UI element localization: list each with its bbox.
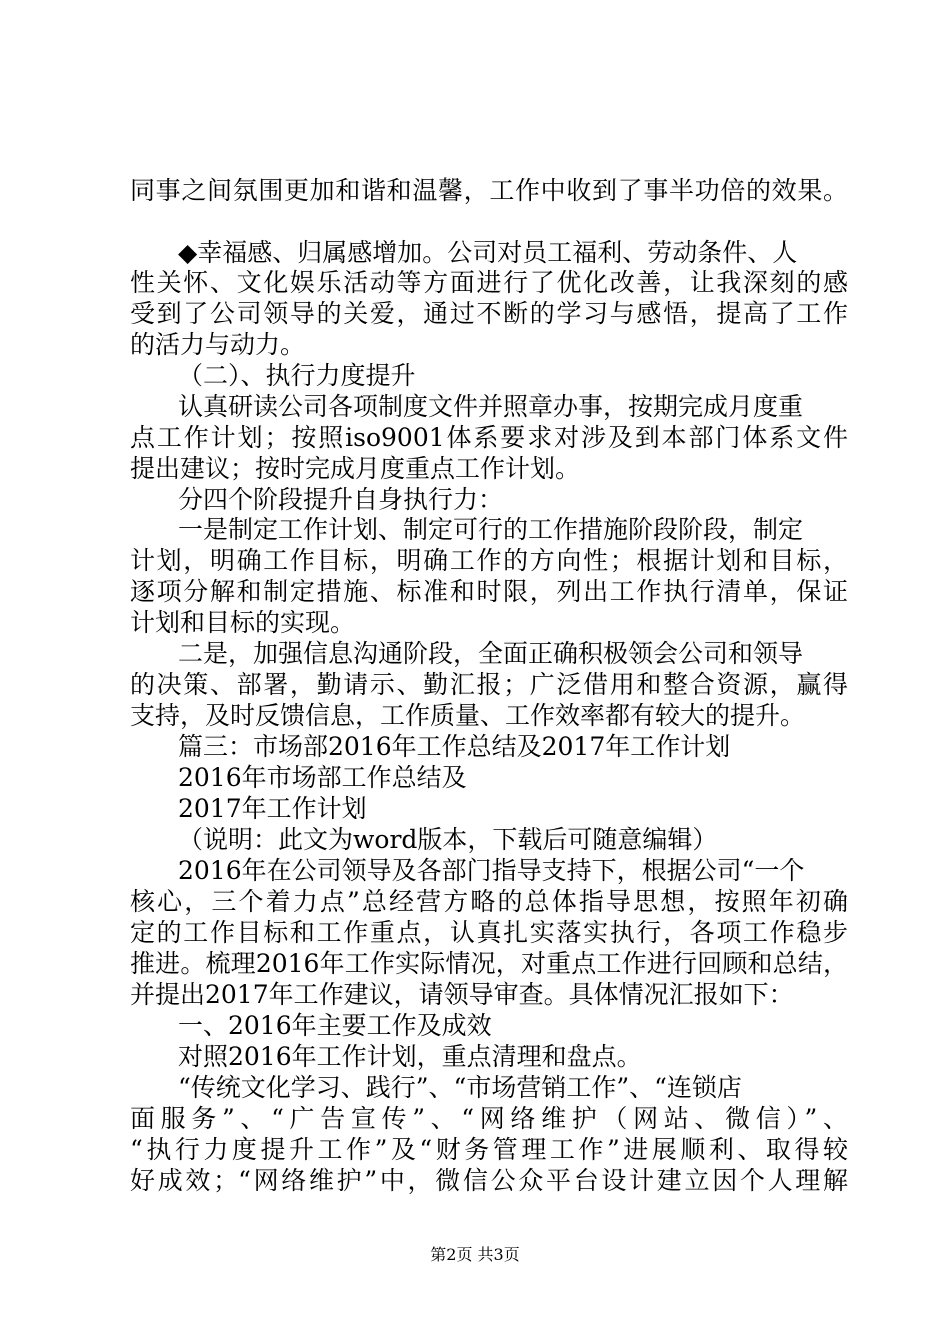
text-line: 2016年在公司领导及各部门指导支持下，根据公司“一个 — [178, 856, 805, 885]
page-footer: 第2页 共3页 — [430, 1245, 520, 1264]
chapter-title: 篇三：市场部2016年工作总结及2017年工作计划 — [178, 732, 731, 761]
text-line: 二是，加强信息沟通阶段，全面正确积极领会公司和领导 — [178, 639, 804, 668]
text-line: “传统文化学习、践行”、“市场营销工作”、“连锁店 — [178, 1073, 742, 1102]
text-line: 逐项分解和制定措施、标准和时限，列出工作执行清单，保证 — [130, 577, 848, 606]
text-line: 核心，三个着力点”总经营方略的总体指导思想，按照年初确 — [130, 887, 848, 916]
text-line: 提出建议；按时完成月度重点工作计划。 — [130, 454, 581, 483]
text-line: 计划和目标的实现。 — [130, 608, 356, 637]
text-line: 的决策、部署，勤请示、勤汇报；广泛借用和整合资源，赢得 — [130, 670, 848, 699]
text-line: 并提出2017年工作建议，请领导审查。具体情况汇报如下： — [130, 980, 794, 1009]
text-line: 点工作计划；按照iso9001体系要求对涉及到本部门体系文件 — [130, 423, 848, 452]
section-heading: （二）、执行力度提升 — [178, 361, 416, 390]
text-line: 好成效；“网络维护”中，微信公众平台设计建立因个人理解 — [130, 1166, 848, 1195]
text-line: 计划，明确工作目标，明确工作的方向性；根据计划和目标， — [130, 546, 848, 575]
text-line: 定的工作目标和工作重点，认真扎实落实执行，各项工作稳步 — [130, 918, 848, 947]
text-line: 性关怀、文化娱乐活动等方面进行了优化改善，让我深刻的感 — [130, 268, 848, 297]
section-heading: 一、2016年主要工作及成效 — [178, 1011, 492, 1040]
text-line: （说明：此文为word版本，下载后可随意编辑） — [178, 825, 718, 854]
doc-title: 2017年工作计划 — [178, 794, 367, 823]
text-line: 一是制定工作计划、制定可行的工作措施阶段阶段，制定 — [178, 515, 804, 544]
text-line: ◆幸福感、归属感增加。公司对员工福利、劳动条件、人 — [178, 238, 798, 267]
text-line: 对照2016年工作计划，重点清理和盘点。 — [178, 1042, 642, 1071]
doc-title: 2016年市场部工作总结及 — [178, 763, 467, 792]
text-line: “执行力度提升工作”及“财务管理工作”进展顺利、取得较 — [130, 1135, 848, 1164]
text-line: 支持，及时反馈信息，工作质量、工作效率都有较大的提升。 — [130, 701, 806, 730]
text-line: 同事之间氛围更加和谐和温馨，工作中收到了事半功倍的效果。 — [130, 176, 848, 205]
text-line: 分四个阶段提升自身执行力： — [178, 485, 504, 514]
text-line: 推进。梳理2016年工作实际情况，对重点工作进行回顾和总结， — [130, 949, 848, 978]
text-line: 面服务”、“广告宣传”、“网络维护（网站、微信）”、 — [130, 1104, 848, 1133]
text-line: 认真研读公司各项制度文件并照章办事，按期完成月度重 — [178, 392, 804, 421]
text-line: 受到了公司领导的关爱，通过不断的学习与感悟，提高了工作 — [130, 299, 848, 328]
text-line: 的活力与动力。 — [130, 330, 306, 359]
